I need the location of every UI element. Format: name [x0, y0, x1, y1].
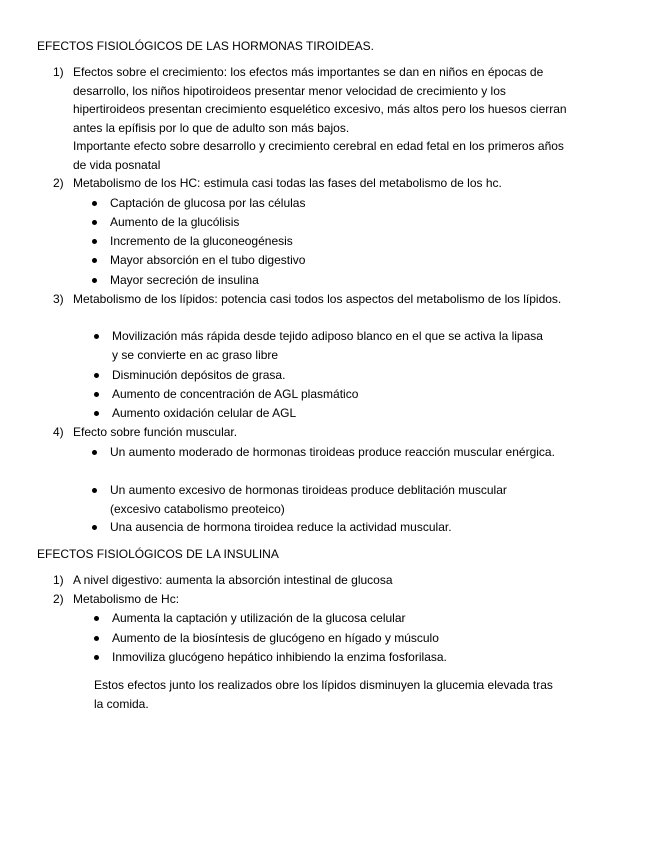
bullet-icon — [94, 334, 99, 339]
bullet-item: Aumenta la captación y utilización de la glucosa celular — [112, 611, 406, 625]
list-item-text: Metabolismo de los HC: estimula casi todas las fases del metabolismo de los hc. — [73, 176, 502, 190]
bullet-item: Captación de glucosa por las células — [110, 196, 306, 210]
list-item-text: Importante efecto sobre desarrollo y crecimiento cerebral en edad fetal en los primeros años de vida posnatal — [73, 139, 564, 172]
list-item-text: A nivel digestivo: aumenta la absorción intestinal de glucosa — [73, 573, 393, 587]
bullet-item: Un aumento excesivo de hormonas tiroideas produce deblitación muscular (excesivo catabolismo preoteico) — [110, 483, 507, 516]
bullet-item: Aumento oxidación celular de AGL — [112, 406, 297, 420]
closing-paragraph: Estos efectos junto los realizados obre los lípidos disminuyen la glucemia elevada tras la comida. — [94, 678, 553, 711]
bullet-icon — [94, 655, 99, 660]
list-number: 3) — [53, 292, 64, 306]
bullet-item: Un aumento moderado de hormonas tiroideas produce reacción muscular enérgica. — [110, 445, 555, 459]
bullet-item: Mayor absorción en el tubo digestivo — [110, 253, 306, 267]
bullet-item: Mayor secreción de insulina — [110, 273, 259, 287]
list-number: 2) — [53, 176, 64, 190]
list-item-text: Metabolismo de Hc: — [73, 592, 180, 606]
bullet-item: Movilización más rápida desde tejido adiposo blanco en el que se activa la lipasa y se convierte en ac graso libre — [112, 329, 543, 362]
bullet-icon — [92, 201, 97, 206]
bullet-icon — [92, 239, 97, 244]
bullet-icon — [92, 258, 97, 263]
bullet-icon — [94, 616, 99, 621]
bullet-icon — [94, 373, 99, 378]
bullet-icon — [92, 220, 97, 225]
bullet-item: Aumento de concentración de AGL plasmático — [112, 387, 359, 401]
list-item-text: Metabolismo de los lípidos: potencia casi todos los aspectos del metabolismo de los lípidos. — [73, 292, 562, 306]
section-heading-thyroid: EFECTOS FISIOLÓGICOS DE LAS HORMONAS TIROIDEAS. — [37, 39, 374, 53]
bullet-item: Aumento de la biosíntesis de glucógeno en hígado y músculo — [112, 631, 439, 645]
bullet-item: Disminución depósitos de grasa. — [112, 368, 286, 382]
bullet-icon — [92, 488, 97, 493]
bullet-item: Una ausencia de hormona tiroidea reduce la actividad muscular. — [110, 520, 452, 534]
list-number: 1) — [53, 573, 64, 587]
bullet-item: Inmoviliza glucógeno hepático inhibiendo la enzima fosforilasa. — [112, 650, 447, 664]
bullet-icon — [94, 392, 99, 397]
bullet-icon — [92, 450, 97, 455]
list-number: 4) — [53, 425, 64, 439]
list-item-text: Efectos sobre el crecimiento: los efectos más importantes se dan en niños en épocas de desarrollo, los niños hipotiroideos presentar menor velocidad de crecimiento y los hipertiroideos presentan crecimiento esquelético excesivo, más altos pero los huesos cierran antes la epífisis por lo que de adulto son más bajos. — [73, 65, 567, 135]
bullet-icon — [94, 411, 99, 416]
list-item-growth — [73, 63, 568, 174]
bullet-icon — [92, 278, 97, 283]
bullet-icon — [92, 525, 97, 530]
bullet-icon — [94, 636, 99, 641]
list-number: 1) — [53, 65, 64, 79]
section-heading-insulin: EFECTOS FISIOLÓGICOS DE LA INSULINA — [37, 547, 279, 561]
bullet-item: Incremento de la gluconeogénesis — [110, 234, 293, 248]
list-number: 2) — [53, 592, 64, 606]
bullet-item: Aumento de la glucólisis — [110, 215, 240, 229]
list-item-text: Efecto sobre función muscular. — [73, 425, 238, 439]
